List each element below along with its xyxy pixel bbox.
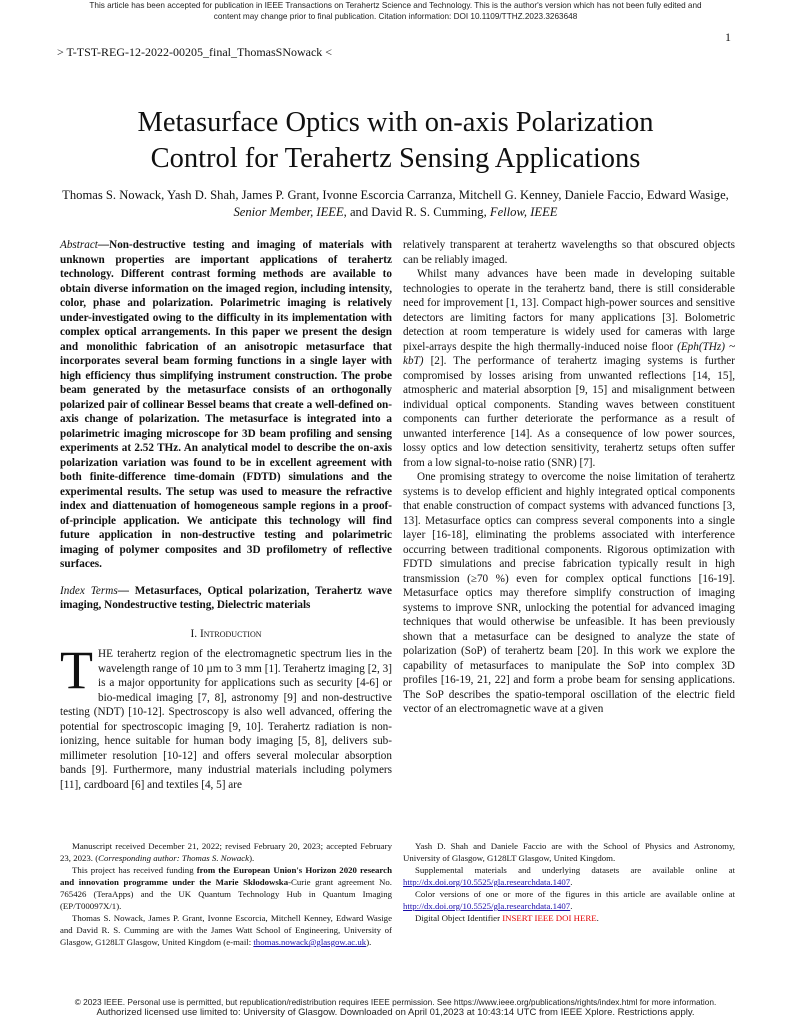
section-heading — [60, 627, 392, 642]
intro-paragraph-3: One promising strategy to overcome the noise limitation of terahertz systems is to develop efficient and highly integrated optical components that enable construction of compact systems with advanced functions [3, 13]. Metasurface optics can compress several components into a single layer [16-18], eliminating the problems associated with interference occurring between traditional components. Rigorous optimization with FDTD simulations and precise fabrication typically result in high transmission (≥70 %) even for complex optical functions [16-19]. Metasurface optics may therefore simplify construction of imaging systems to improve SNR, unlocking the potential for advanced imaging techniques that would otherwise be unfeasible. It has been previously shown that a metasurface can be designed to analyze the state of polarization (SoP) of terahertz beam [20]. In this work we explore the capability of metasurfaces to manipulate the SoP into complex 3D profiles [16-19, 21, 22] and form a probe beam for sensing applications. The SoP describes the spatio-temporal oscillation of the electric field vector of an electromagnetic wave at a given — [403, 471, 735, 715]
running-head: > T-TST-REG-12-2022-00205_final_ThomasSNowack < — [57, 45, 333, 59]
footnote-funding — [60, 864, 392, 912]
abstract-text: —Non-destructive testing and imaging of materials with unknown properties are important applications of terahertz technology. Different contrast forming methods are available to obtain diverse information on the imaged region, including intensity, color, phase and polarization. Polarimetric imaging is relatively under-investigated owing to the difficulty in its implementation with complex optical arrangements. In this paper we present the design and monolithic fabrication of an anisotropic metasurface that incorporates several beam forming functions in a single layer with high efficiency thus simplifying instrument construction. The probe beam generated by the metasurface consists of an orthogonally polarized pair of collinear Bessel beams that create a well-defined on-axis change of polarization. The metasurface is integrated into a polarimetric imaging microscope for 3D beam profiling and sensing experiments at 2.52 THz. An analytical model to describe the on-axis polarization variation was found to be in excellent agreement with both finite-difference time-domain (FDTD) simulations and the experimental results. The setup was used to measure the refractive index and diattenuation of homogeneous sample regions in a proof-of-principle application. We anticipate this technology will find future application in non-destructive testing and polarimetric imaging of polymer composites and 3D profilometry of reflective surfaces. — [60, 239, 392, 570]
drop-cap: T — [60, 640, 93, 700]
copyright-line: © 2023 IEEE. Personal use is permitted, but republication/redistribution requires IEEE permission. See https://www.ieee.org/publications/rights/index.html for more information. — [74, 997, 717, 1007]
copyright-footer — [0, 997, 791, 1018]
author-list — [60, 187, 731, 221]
author-email-link[interactable]: thomas.nowack@glasgow.ac.uk — [253, 937, 367, 947]
footnote-funding-b: -Curie grant agreement No. 765426 (TeraApps) and the UK Quantum Technology Hub in Quantum Imaging (EP/T00097X/1). — [60, 877, 392, 911]
footnote-corresponding-author: Corresponding author: Thomas S. Nowack — [98, 853, 250, 863]
left-column — [60, 238, 392, 792]
noise-floor-equation: (Eph(THz) ~ kbT) — [403, 340, 736, 367]
section-name: Introduction — [199, 627, 262, 640]
license-line: Authorized licensed use limited to: University of Glasgow. Downloaded on April 01,2023 at 10:43:14 UTC from IEEE Xplore. Restrictions apply. — [96, 1007, 695, 1018]
footnote-doi-a: Digital Object Identifier — [415, 913, 503, 923]
intro-paragraph-2-a: Whilst many advances have been made in developing suitable technologies to operate in the terahertz band, there is still considerable need for improvement [1, 13]. Compact high-power sources and sensitive detectors are limiting factors for many applications [3]. Bolometric detection at room temperature is widely used for cameras with large pixel-arrays despite the high thermally-induced noise floor — [403, 268, 735, 353]
footnotes-left — [60, 840, 392, 948]
footnote-doi — [403, 912, 735, 924]
footnote-funding-bold: from the European Union's Horizon 2020 research and innovation programme under the Marie Skłodowska — [60, 865, 392, 887]
author-affil-b: Fellow, IEEE — [489, 205, 558, 219]
paper-title — [0, 105, 791, 177]
footnote-affiliation-b: ). — [366, 937, 372, 947]
page-number: 1 — [725, 30, 731, 44]
index-terms-lead: Index Terms — [60, 584, 118, 597]
footnote-supplemental-b: . — [570, 877, 573, 887]
footnote-doi-b: . — [596, 913, 599, 923]
right-column — [403, 238, 735, 717]
color-figures-link[interactable]: http://dx.doi.org/10.5525/gla.researchdata.1407 — [403, 901, 571, 911]
footnote-color-a: Color versions of one or more of the figures in this article are available online at — [415, 889, 735, 899]
section-numeral: I. — [190, 627, 200, 640]
footnote-affiliation-a: Thomas S. Nowack, James P. Grant, Ivonne Escorcia, Mitchell Kenney, Edward Wasige and David R. S. Cumming are with the James Watt School of Engineering, University of Glasgow, G128LT Glasgow, United Kingdom (e-mail: — [60, 913, 392, 947]
author-names-a: Thomas S. Nowack, Yash D. Shah, James P. Grant, Ivonne Escorcia Carranza, Mitchell G. Kenney, Daniele Faccio, Edward Wasige, — [62, 188, 729, 202]
footnote-manuscript-a: Manuscript received December 21, 2022; revised February 20, 2023; accepted February 23, 2023. ( — [60, 841, 392, 863]
author-affil-a: Senior Member, IEEE — [233, 205, 344, 219]
footnote-supplemental — [403, 864, 735, 888]
footnote-color-b: . — [570, 901, 573, 911]
footnote-manuscript-b: ). — [249, 853, 255, 863]
doi-placeholder: INSERT IEEE DOI HERE — [502, 913, 597, 923]
index-terms — [60, 584, 392, 613]
footnote-manuscript — [60, 840, 392, 864]
footnote-affiliation-physics: Yash D. Shah and Daniele Faccio are with the School of Physics and Astronomy, University of Glasgow, G128LT Glasgow, United Kingdom. — [403, 841, 735, 863]
supplemental-data-link[interactable]: http://dx.doi.org/10.5525/gla.researchdata.1407 — [403, 877, 571, 887]
intro-paragraph-1-continued: relatively transparent at terahertz wavelengths so that obscured objects can be reliably imaged. — [403, 239, 735, 266]
acceptance-notice — [0, 0, 791, 22]
footnote-color-versions — [403, 888, 735, 912]
footnote-supplemental-a: Supplemental materials and underlying datasets are available online at — [415, 865, 735, 875]
paper-title-line1: Metasurface Optics with on-axis Polarization — [137, 107, 654, 138]
acceptance-notice-line2: content may change prior to final publication. Citation information: DOI 10.1109/TTHZ.2023.3263648 — [213, 12, 578, 21]
footnotes-right — [403, 840, 735, 924]
intro-paragraph-1 — [60, 640, 392, 792]
footnote-funding-a: This project has received funding — [72, 865, 197, 875]
abstract — [60, 238, 392, 572]
intro-paragraph-1-text: HE terahertz region of the electromagnetic spectrum lies in the wavelength range of 10 µm to 3 mm [1]. Terahertz imaging [2, 3] is a major opportunity for applications such as security [4-6] or bio-medical imaging [7, 8], astronomy [9] and non-destructive testing (NDT) [10-12]. Spectroscopy is also well advanced, offering the potential for spectroscopic imaging [9, 10]. Terahertz radiation is non-ionizing, hence suitable for human body imaging [5, 8], delivers sub-millimeter resolution [10-12] and offers several molecular absorption bands [9]. Furthermore, many industrial materials including polymers [11], cardboard [6] and textiles [4, 5] are — [60, 648, 392, 791]
intro-paragraph-2 — [403, 267, 735, 470]
index-terms-text: — Metasurfaces, Optical polarization, Terahertz wave imaging, Nondestructive testing, Dielectric materials — [60, 584, 392, 611]
intro-paragraph-2-b: [2]. The performance of terahertz imaging systems is further compromised by losses arising from unwanted reflections [14, 15], atmospheric and material absorption [9, 15] and misalignment between individual optical components. Standing waves between constituent components can further deteriorate the performance as a result of unwanted interference [14]. As a consequence of low power sources, lossy optics and low detection sensitivity, terahertz setups often suffer from a low signal-to-noise ratio (SNR) [7]. — [403, 355, 735, 469]
footnote-affiliation-glasgow — [60, 912, 392, 948]
acceptance-notice-line1: This article has been accepted for publication in IEEE Transactions on Terahertz Science and Technology. This is the author's version which has not been fully edited and — [89, 1, 702, 10]
paper-title-line2: Control for Terahertz Sensing Applications — [150, 143, 641, 174]
abstract-lead: Abstract — [60, 239, 98, 251]
author-names-b: , and David R. S. Cumming, — [343, 205, 490, 219]
